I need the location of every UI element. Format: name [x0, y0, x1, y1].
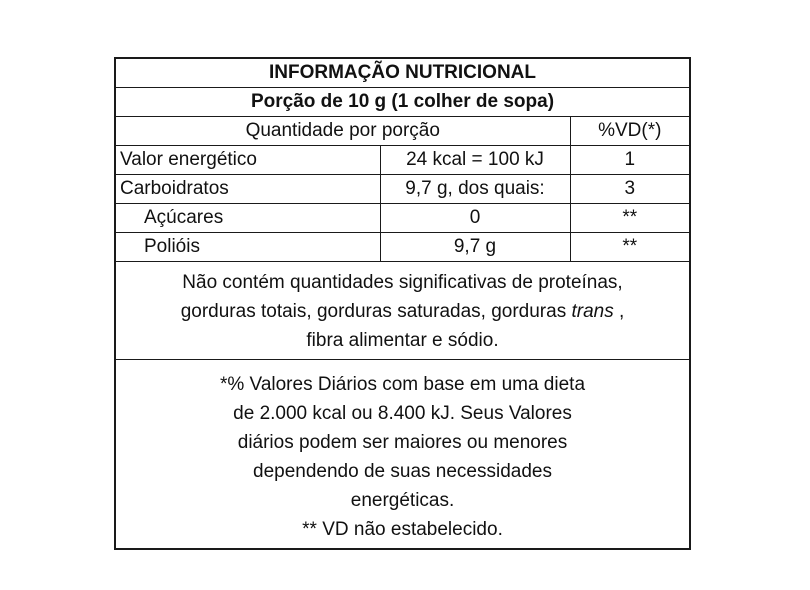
nutrition-table [116, 59, 689, 548]
serving-row [116, 88, 689, 117]
nutrient-name: Carboidratos [116, 175, 380, 204]
dv-header: %VD(*) [570, 117, 689, 146]
nutrient-name: Açúcares [116, 204, 380, 233]
notes-row [116, 262, 689, 360]
quantity-header: Quantidade por porção [116, 117, 570, 146]
table-row [116, 204, 689, 233]
note-text: , [613, 301, 625, 322]
nutrient-dv: 1 [570, 146, 689, 175]
footnote-line: diários podem ser maiores ou menores [237, 432, 568, 453]
nutrition-facts-label [114, 57, 691, 550]
nutrient-amount: 24 kcal = 100 kJ [380, 146, 570, 175]
footnote [116, 360, 689, 549]
label-title: INFORMAÇÃO NUTRICIONAL [116, 59, 689, 88]
nutrient-name: Valor energético [116, 146, 380, 175]
footnote-line: de 2.000 kcal ou 8.400 kJ. Seus Valores [233, 403, 572, 424]
footnote-line: dependendo de suas necessidades [253, 461, 552, 482]
footnote-line: ** VD não estabelecido. [302, 519, 503, 540]
nutrient-amount: 0 [380, 204, 570, 233]
nutrient-dv: ** [570, 204, 689, 233]
not-significant-note [116, 262, 689, 360]
nutrient-dv: 3 [570, 175, 689, 204]
nutrient-dv: ** [570, 233, 689, 262]
note-italic-text: trans [571, 301, 614, 322]
nutrient-amount: 9,7 g [380, 233, 570, 262]
footnote-row [116, 360, 689, 549]
note-line: fibra alimentar e sódio. [306, 330, 499, 351]
title-row [116, 59, 689, 88]
note-line: Não contém quantidades significativas de proteínas, [182, 272, 623, 293]
serving-size: Porção de 10 g (1 colher de sopa) [116, 88, 689, 117]
header-row [116, 117, 689, 146]
note-text: gorduras totais, gorduras saturadas, gorduras [180, 301, 572, 322]
nutrient-amount: 9,7 g, dos quais: [380, 175, 570, 204]
table-row [116, 175, 689, 204]
table-row [116, 233, 689, 262]
table-row [116, 146, 689, 175]
footnote-line: energéticas. [350, 490, 455, 511]
footnote-line: *% Valores Diários com base em uma dieta [219, 374, 586, 395]
note-line [126, 297, 679, 326]
nutrient-name: Polióis [116, 233, 380, 262]
